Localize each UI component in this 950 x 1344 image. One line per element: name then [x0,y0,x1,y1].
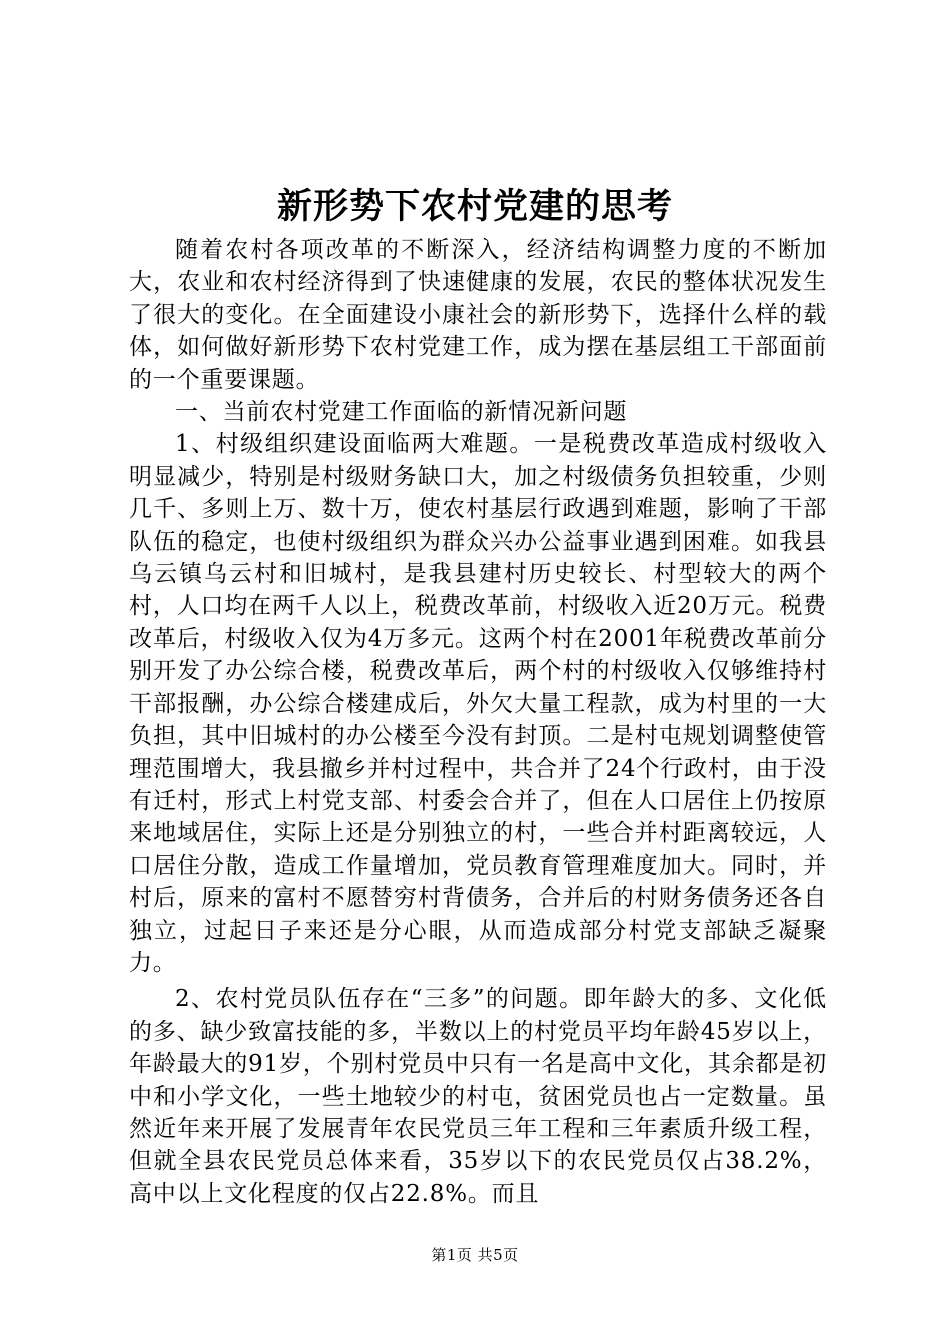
document-title: 新形势下农村党建的思考 [276,186,673,227]
body-paragraph: 2、农村党员队伍存在“三多”的问题。即年龄大的多、文化低的多、缺少致富技能的多，半数以上的村党员平均年龄45岁以上，年龄最大的91岁，个别村党员中只有一名是高中文化，其余都是初中和小学文化，一些土地较少的村屯，贫困党员也占一定数量。虽然近年来开展了发展青年农民党员三年工程和三年素质升级工程，但就全县农民党员总体来看，35岁以下的农民党员仅占38.2%，高中以上文化程度的仅占22.8%。而且 [129,986,827,1207]
document-body [129,234,827,1210]
section-heading: 一、当前农村党建工作面临的新情况新问题 [175,399,628,426]
intro-paragraph: 随着农村各项改革的不断深入，经济结构调整力度的不断加大，农业和农村经济得到了快速健康的发展，农民的整体状况发生了很大的变化。在全面建设小康社会的新形势下，选择什么样的载体，如何做好新形势下农村党建工作，成为摆在基层组工干部面前的一个重要课题。 [129,237,827,393]
page-number: 第1页 共5页 [431,1246,519,1264]
body-paragraph: 1、村级组织建设面临两大难题。一是税费改革造成村级收入明显减少，特别是村级财务缺口大，加之村级债务负担较重，少则几千、多则上万、数十万，使农村基层行政遇到难题，影响了干部队伍的稳定，也使村级组织为群众兴办公益事业遇到困难。如我县乌云镇乌云村和旧城村，是我县建村历史较长、村型较大的两个村，人口均在两千人以上，税费改革前，村级收入近20万元。税费改革后，村级收入仅为4万多元。这两个村在2001年税费改革前分别开发了办公综合楼，税费改革后，两个村的村级收入仅够维持村干部报酬，办公综合楼建成后，外欠大量工程款，成为村里的一大负担，其中旧城村的办公楼至今没有封顶。二是村屯规划调整使管理范围增大，我县撤乡并村过程中，共合并了24个行政村，由于没有迁村，形式上村党支部、村委会合并了，但在人口居住上仍按原来地域居住，实际上还是分别独立的村，一些合并村距离较远，人口居住分散，造成工作量增加，党员教育管理难度加大。同时，并村后，原来的富村不愿替穷村背债务，合并后的村财务债务还各自独立，过起日子来还是分心眼，从而造成部分村党支部缺乏凝聚力。 [129,431,827,976]
